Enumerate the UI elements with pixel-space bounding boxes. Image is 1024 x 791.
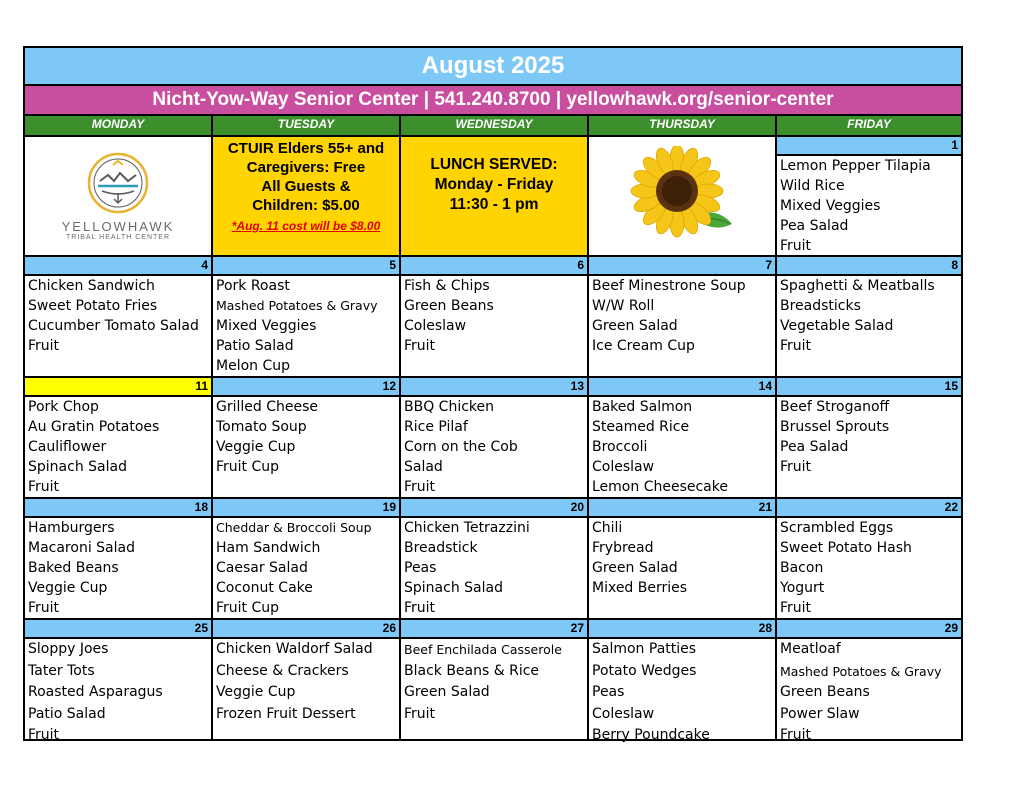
menu-item: Fruit <box>28 727 60 743</box>
day-cell <box>777 620 961 743</box>
menu-item: BBQ Chicken <box>404 399 495 415</box>
menu-item: Patio Salad <box>216 338 294 354</box>
day-number: 18 <box>25 499 211 518</box>
day-number: 15 <box>777 378 961 397</box>
menu-item: Brussel Sprouts <box>780 419 890 435</box>
menu-item: Tater Tots <box>28 662 95 679</box>
menu-item: Fruit Cup <box>216 459 280 475</box>
week-row-4 <box>25 499 961 620</box>
yellowhawk-logo-icon <box>86 151 150 215</box>
menu-item: Hamburgers <box>28 520 115 536</box>
menu-item: Lemon Pepper Tilapia <box>780 158 931 174</box>
menu-item: Fruit <box>780 238 812 254</box>
menu-item: Veggie Cup <box>28 580 108 596</box>
day-cell <box>401 378 589 497</box>
menu-item: Fruit <box>780 338 812 354</box>
menu-item: Power Slaw <box>780 705 860 722</box>
menu-item: Green Salad <box>592 560 678 576</box>
day-cell <box>213 257 401 376</box>
day-number: 14 <box>589 378 775 397</box>
day-number: 28 <box>589 620 775 639</box>
menu-item: Corn on the Cob <box>404 439 518 455</box>
menu-items <box>25 639 211 747</box>
menu-item: Beef Stroganoff <box>780 399 890 415</box>
menu-item: Breadstick <box>404 540 478 556</box>
menu-item: Pea Salad <box>780 439 849 455</box>
day-name-wednesday: WEDNESDAY <box>401 116 589 135</box>
menu-item: Meatloaf <box>780 641 841 657</box>
day-name-friday: FRIDAY <box>847 117 891 131</box>
menu-items <box>777 518 961 618</box>
day-cell <box>589 378 777 497</box>
logo-name: YELLOWHAWK <box>61 219 175 234</box>
menu-items <box>401 397 587 497</box>
menu-item: Scrambled Eggs <box>780 520 894 536</box>
menu-item: Fruit <box>28 479 60 495</box>
menu-item: Baked Beans <box>28 560 119 576</box>
menu-item: Mashed Potatoes & Gravy <box>780 663 942 679</box>
menu-item: Fruit Cup <box>216 600 280 616</box>
menu-item: Pork Roast <box>216 278 290 294</box>
lunch-line-2: Monday - Friday <box>434 176 554 193</box>
menu-items <box>589 276 775 356</box>
menu-item: Spinach Salad <box>28 459 127 475</box>
menu-item: Coleslaw <box>592 459 655 475</box>
menu-items <box>25 397 211 497</box>
day-number: 6 <box>401 257 587 276</box>
day-cell <box>213 499 401 618</box>
menu-item: Beef Enchilada Casserole <box>404 642 562 657</box>
menu-item: Coleslaw <box>404 318 467 334</box>
menu-item: Veggie Cup <box>216 684 296 700</box>
day-name-tuesday: TUESDAY <box>213 116 401 135</box>
day-number: 25 <box>25 620 211 639</box>
day-number: 20 <box>401 499 587 518</box>
menu-item: Ice Cream Cup <box>592 338 695 354</box>
menu-item: Peas <box>404 560 437 576</box>
day-number: 1 <box>777 137 961 156</box>
menu-items <box>25 518 211 618</box>
menu-item: Sweet Potato Hash <box>780 540 912 556</box>
menu-item: Fish & Chips <box>404 278 490 294</box>
week-row-5 <box>25 620 961 743</box>
day-cell <box>777 257 961 376</box>
menu-item: Green Beans <box>404 298 494 314</box>
menu-item: Bacon <box>780 560 824 576</box>
day-cell <box>25 620 213 743</box>
menu-item: Mixed Veggies <box>780 198 881 214</box>
day-number: 5 <box>213 257 399 276</box>
menu-item: Sloppy Joes <box>28 641 109 657</box>
menu-item: Pea Salad <box>780 218 849 234</box>
menu-items <box>401 276 587 356</box>
menu-items <box>213 276 399 376</box>
day-number: 19 <box>213 499 399 518</box>
day-cell <box>25 257 213 376</box>
menu-item: Beef Minestrone Soup <box>592 278 746 294</box>
menu-item: Green Salad <box>404 684 490 700</box>
day-number: 12 <box>213 378 399 397</box>
weeks-container <box>25 257 961 743</box>
day-cell <box>401 257 589 376</box>
menu-item: Patio Salad <box>28 705 106 722</box>
menu-item: Chicken Tetrazzini <box>404 520 530 536</box>
menu-items <box>213 639 399 725</box>
menu-item: Fruit <box>404 600 436 616</box>
menu-item: Fruit <box>780 600 812 616</box>
menu-item: Yogurt <box>780 580 825 596</box>
day-number: 27 <box>401 620 587 639</box>
menu-item: Au Gratin Potatoes <box>28 419 160 435</box>
menu-item: Coleslaw <box>592 705 655 722</box>
menu-item: Salad <box>404 459 443 475</box>
menu-item: Breadsticks <box>780 298 861 314</box>
menu-item: Mixed Veggies <box>216 318 317 334</box>
menu-item: Macaroni Salad <box>28 540 135 556</box>
menu-item: Berry Poundcake <box>592 727 710 743</box>
menu-items <box>213 397 399 477</box>
menu-items <box>401 518 587 618</box>
day-number: 29 <box>777 620 961 639</box>
day-cell <box>213 620 401 739</box>
day-name-monday: MONDAY <box>25 116 213 135</box>
month-title: August 2025 <box>25 48 961 86</box>
day-cell <box>777 499 961 618</box>
menu-item: Ham Sandwich <box>216 540 321 556</box>
menu-item: Spinach Salad <box>404 580 503 596</box>
menu-item: Sweet Potato Fries <box>28 298 158 314</box>
menu-item: Cheddar & Broccoli Soup <box>216 520 372 535</box>
menu-item: Rice Pilaf <box>404 419 468 435</box>
day-number: 22 <box>777 499 961 518</box>
menu-item: Mashed Potatoes & Gravy <box>216 298 378 313</box>
pricing-line-2: Caregivers: Free <box>246 159 366 176</box>
day-number: 4 <box>25 257 211 276</box>
day-name-thursday: THURSDAY <box>589 116 777 135</box>
day-cell <box>589 620 777 743</box>
sunflower-icon <box>622 146 742 246</box>
pricing-line-1: CTUIR Elders 55+ and <box>227 140 385 157</box>
menu-item: Melon Cup <box>216 358 291 374</box>
day-cell <box>401 499 589 618</box>
menu-items <box>589 518 775 598</box>
menu-item: Mixed Berries <box>592 580 688 596</box>
menu-item: Fruit <box>780 727 812 743</box>
day-number: 21 <box>589 499 775 518</box>
day-cell <box>777 378 961 497</box>
logo-subtitle: TRIBAL HEALTH CENTER <box>65 234 170 241</box>
pricing-line-3: All Guests & <box>261 178 351 195</box>
menu-item: Broccoli <box>592 439 648 455</box>
menu-item: Coconut Cake <box>216 580 313 596</box>
day-cell <box>589 499 777 618</box>
menu-item: Cucumber Tomato Salad <box>28 318 199 334</box>
menu-item: Cauliflower <box>28 439 107 455</box>
menu-item: Veggie Cup <box>216 439 296 455</box>
menu-item: Spaghetti & Meatballs <box>780 278 935 294</box>
menu-item: Wild Rice <box>780 178 845 194</box>
day-names-row <box>25 116 961 137</box>
menu-item: Green Beans <box>780 684 870 700</box>
menu-item: Chicken Sandwich <box>28 278 155 294</box>
menu-item: Potato Wedges <box>592 662 697 679</box>
day-cell <box>589 257 777 376</box>
day-cell <box>25 378 213 497</box>
menu-item: Fruit <box>404 338 436 354</box>
day-number: 13 <box>401 378 587 397</box>
menu-item: W/W Roll <box>592 298 655 314</box>
week-row-3 <box>25 378 961 499</box>
menu-items <box>589 639 775 747</box>
menu-item: Frozen Fruit Dessert <box>216 705 356 722</box>
menu-item: Steamed Rice <box>592 419 690 435</box>
menu-item: Chicken Waldorf Salad <box>216 641 373 657</box>
lunch-line-1: LUNCH SERVED: <box>430 156 558 173</box>
lunch-hours-box <box>401 137 589 255</box>
day-number: 7 <box>589 257 775 276</box>
menu-items <box>777 397 961 477</box>
center-info-banner: Nicht-Yow-Way Senior Center | 541.240.8700 | yellowhawk.org/senior-center <box>25 86 961 116</box>
week-row-2 <box>25 257 961 378</box>
week-row-1 <box>25 137 961 257</box>
menu-item: Fruit <box>404 705 436 722</box>
price-change-note: *Aug. 11 cost will be $8.00 <box>231 219 381 233</box>
menu-items <box>777 156 961 256</box>
menu-item: Fruit <box>28 600 60 616</box>
menu-item: Green Salad <box>592 318 678 334</box>
logo-cell <box>25 137 213 255</box>
menu-items <box>589 397 775 497</box>
day-cell <box>25 499 213 618</box>
pricing-line-4: Children: $5.00 <box>252 197 360 214</box>
menu-item: Chili <box>592 520 623 536</box>
menu-item: Salmon Patties <box>592 641 697 657</box>
menu-item: Lemon Cheesecake <box>592 479 728 495</box>
menu-items <box>25 276 211 356</box>
menu-item: Black Beans & Rice <box>404 662 540 679</box>
menu-item: Fruit <box>28 338 60 354</box>
sunflower-cell <box>589 137 777 255</box>
menu-items <box>777 639 961 747</box>
menu-item: Fruit <box>780 459 812 475</box>
menu-items <box>777 276 961 356</box>
menu-item: Vegetable Salad <box>780 318 894 334</box>
menu-item: Tomato Soup <box>216 419 307 435</box>
menu-item: Baked Salmon <box>592 399 693 415</box>
menu-item: Fruit <box>404 479 436 495</box>
pricing-box <box>213 137 401 255</box>
menu-items <box>213 518 399 618</box>
day-number: 8 <box>777 257 961 276</box>
menu-item: Caesar Salad <box>216 560 308 576</box>
day-number: 26 <box>213 620 399 639</box>
menu-item: Frybread <box>592 540 654 556</box>
menu-item: Grilled Cheese <box>216 399 319 415</box>
menu-item: Peas <box>592 684 625 700</box>
menu-items <box>401 639 587 725</box>
day-cell <box>777 137 961 255</box>
menu-item: Roasted Asparagus <box>28 684 163 700</box>
menu-item: Cheese & Crackers <box>216 662 349 679</box>
day-number: 11 <box>25 378 211 397</box>
lunch-line-3: 11:30 - 1 pm <box>449 196 539 213</box>
menu-calendar <box>23 46 963 741</box>
menu-item: Pork Chop <box>28 399 99 415</box>
day-cell <box>213 378 401 497</box>
day-cell <box>401 620 589 739</box>
